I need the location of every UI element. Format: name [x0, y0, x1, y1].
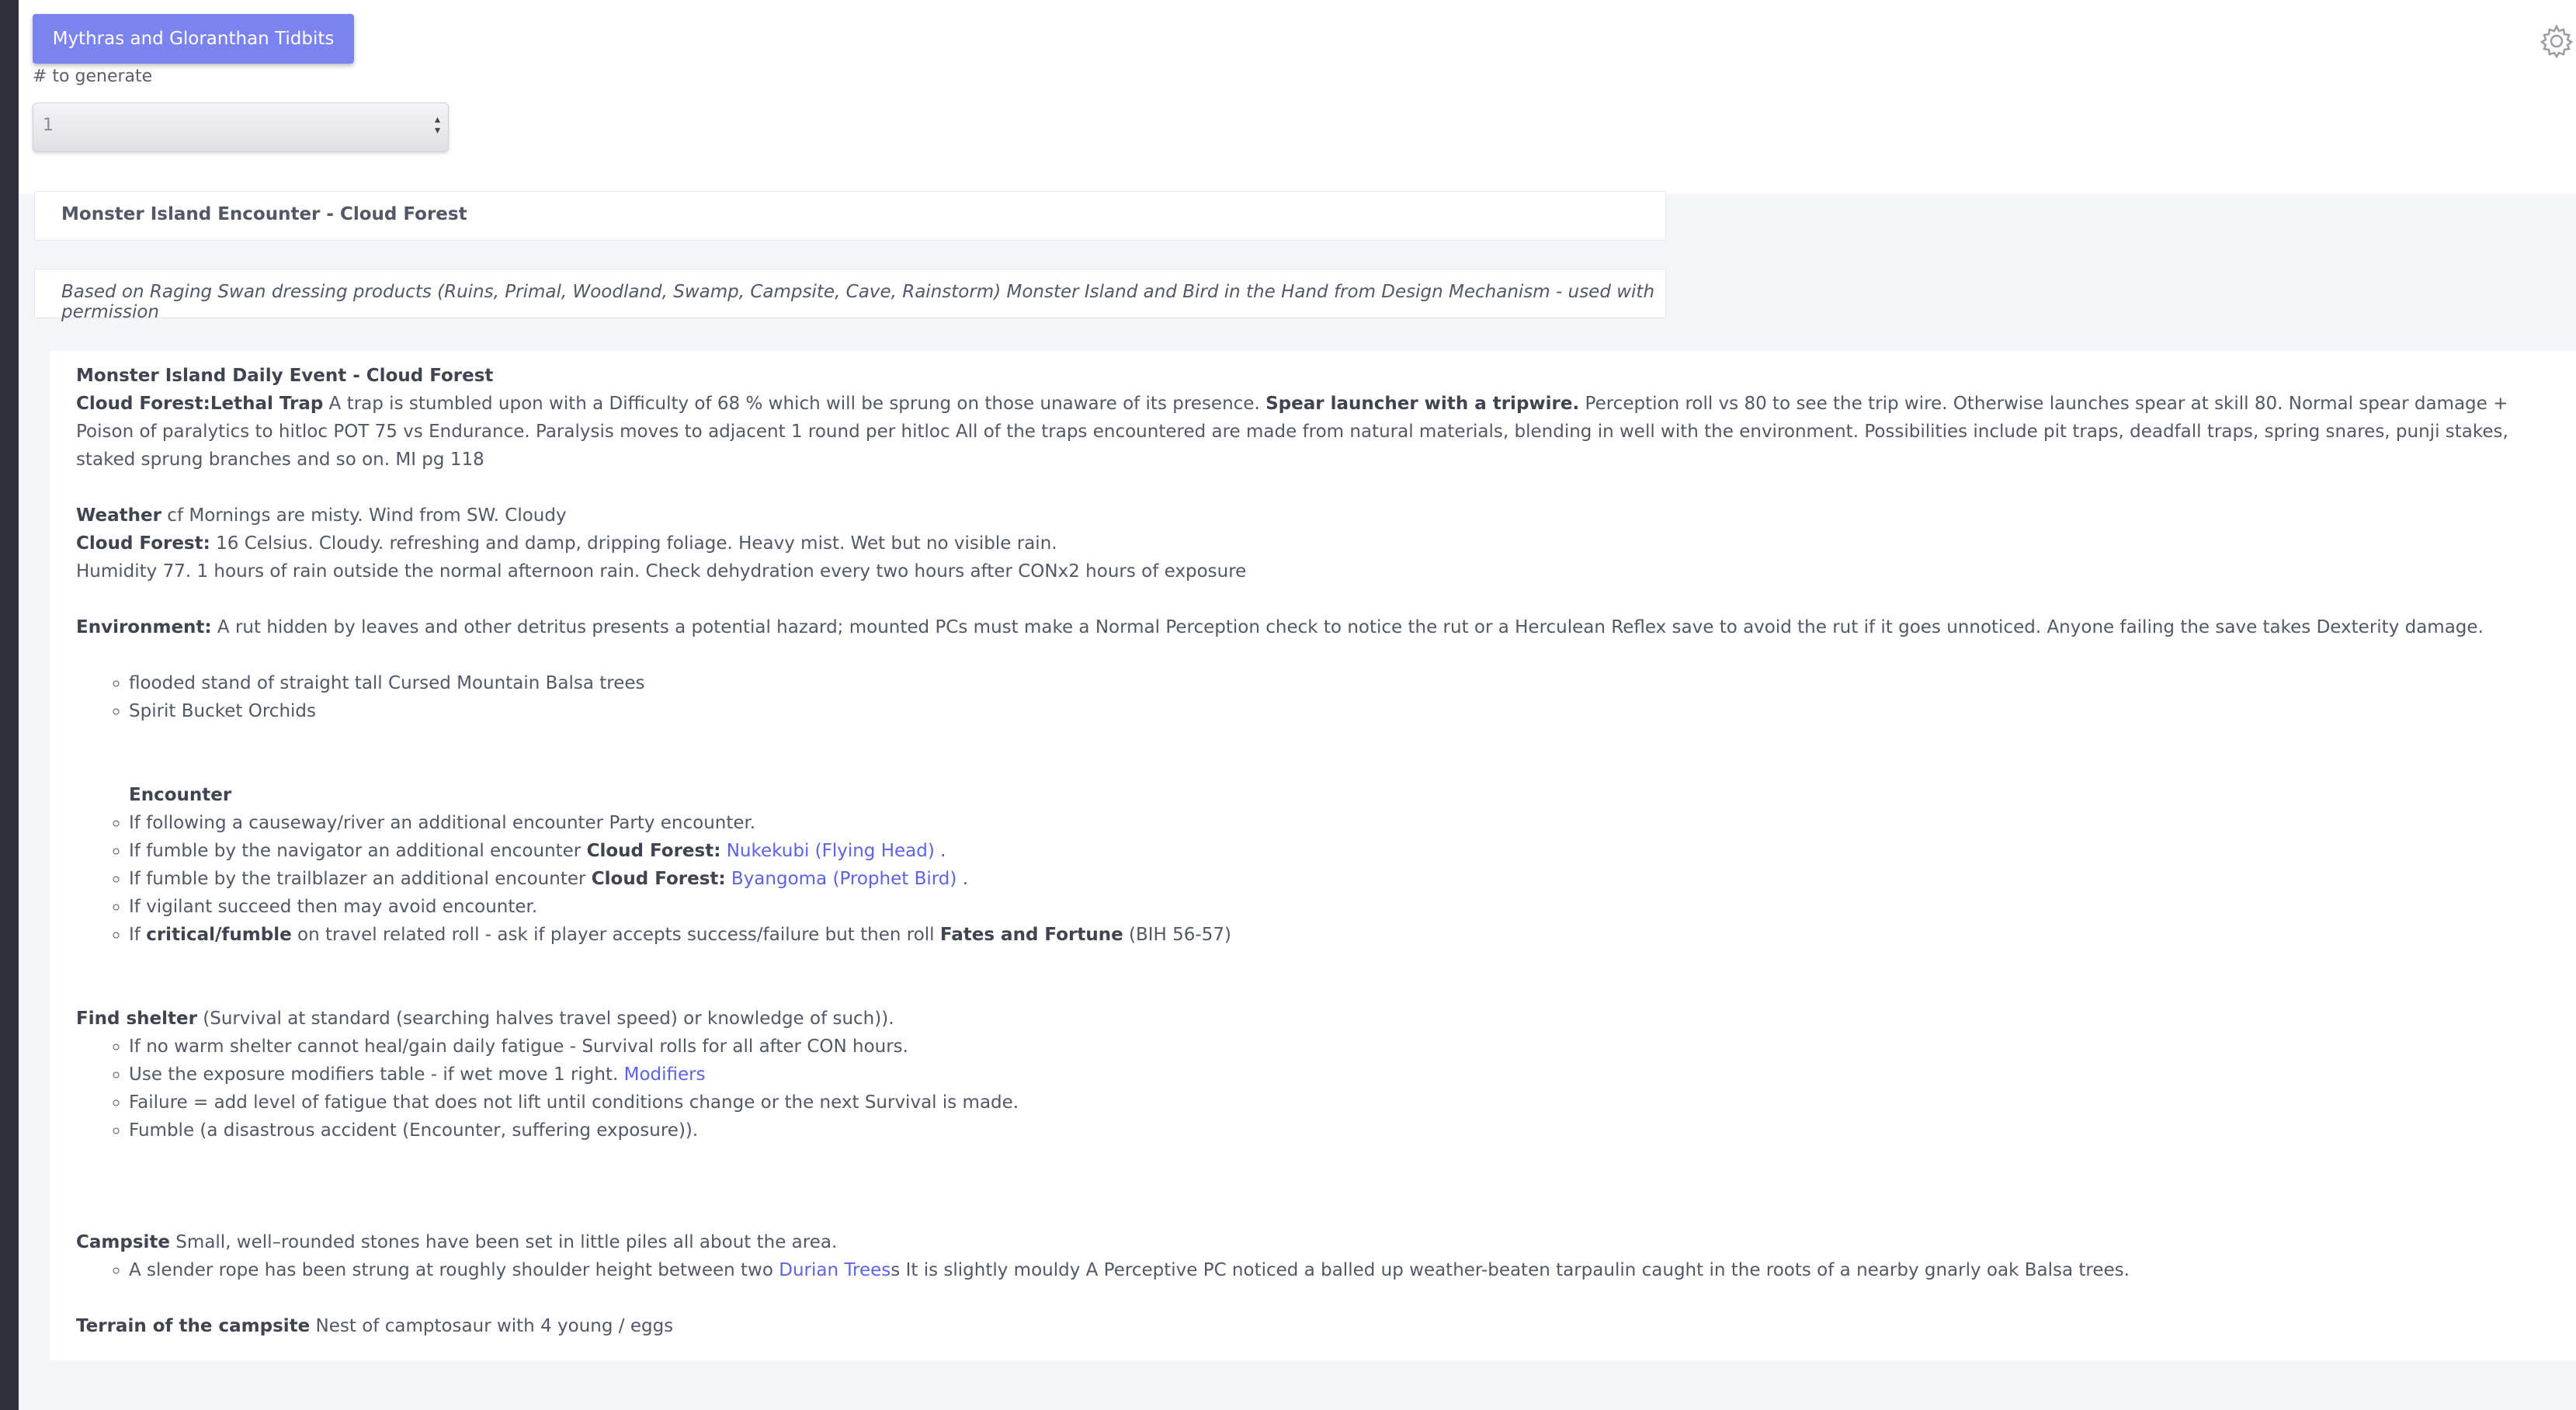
list-item: [129, 1256, 2560, 1284]
humidity-line: Humidity 77. 1 hours of rain outside the normal afternoon rain. Check dehydration every two hours after CONx2 hours of exposure: [76, 561, 1247, 582]
top-panel: [19, 0, 2576, 194]
shelter-label: Find shelter: [76, 1009, 197, 1029]
item-text: .: [956, 869, 969, 889]
encounter-title-card: [34, 191, 1666, 241]
list-item: ◦ If following a causeway/river an additional encounter Party encounter.: [129, 809, 2560, 837]
list-item: [129, 837, 2560, 865]
list-item: ◦ If vigilant succeed then may avoid encounter.: [129, 893, 2560, 921]
cloud-forest-text: 16 Celsius. Cloudy. refreshing and damp, dripping foliage. Heavy mist. Wet but no visible rain.: [210, 533, 1057, 554]
environment-label: Environment:: [76, 617, 212, 637]
list-item: [129, 921, 2560, 949]
result-content: [50, 351, 2576, 1360]
weather-text: cf Mornings are misty. Wind from SW. Cloudy: [161, 505, 567, 526]
item-bold: Fates and Fortune: [939, 925, 1123, 945]
environment-line: [76, 613, 2560, 641]
trap-label: Cloud Forest:Lethal Trap: [76, 394, 324, 414]
encounter-heading: Encounter: [129, 785, 232, 805]
list-item: ◦ flooded stand of straight tall Cursed Mountain Balsa trees: [129, 669, 2560, 697]
terrain-line: [76, 1312, 2560, 1340]
item-text: s It is slightly mouldy A Perceptive PC noticed a balled up weather-beaten tarpaulin caught in the roots of a nearby gnarly oak Balsa trees.: [890, 1260, 2130, 1280]
list-item: ◦ Fumble (a disastrous accident (Encounter, suffering exposure)).: [129, 1117, 2560, 1144]
environment-list: [76, 669, 2560, 725]
gear-icon[interactable]: [2537, 22, 2576, 61]
shelter-list: [76, 1033, 2560, 1144]
terrain-text: Nest of camptosaur with 4 young / eggs: [310, 1316, 674, 1336]
encounter-list: [76, 809, 2560, 949]
item-bold: Cloud Forest:: [591, 869, 726, 889]
modifiers-link[interactable]: Modifiers: [623, 1064, 706, 1085]
item-text: .: [934, 841, 946, 861]
weather-label: Weather: [76, 505, 161, 526]
left-sidebar: [0, 0, 19, 1410]
shelter-text: (Survival at standard (searching halves travel speed) or knowledge of such)).: [196, 1009, 894, 1029]
generate-count-select[interactable]: [33, 102, 449, 152]
campsite-line: [76, 1228, 2560, 1256]
weather-line: [76, 502, 2560, 530]
cloud-forest-label: Cloud Forest:: [76, 533, 210, 554]
daily-event-title: Monster Island Daily Event - Cloud Forest: [76, 366, 494, 386]
terrain-label: Terrain of the campsite: [76, 1316, 311, 1336]
item-text: on travel related roll - ask if player accepts success/failure but then roll: [291, 925, 940, 945]
item-bold: critical/fumble: [146, 925, 292, 945]
durian-trees-link[interactable]: Durian Trees: [779, 1260, 891, 1280]
list-item: [129, 865, 2560, 893]
environment-text: A rut hidden by leaves and other detritus presents a potential hazard; mounted PCs must make a Normal Perception check to notice the rut or a Herculean Reflex save to avoid the rut if it goes unnoticed. Anyone failing the save takes Dexterity damage.: [211, 617, 2484, 637]
list-item: ◦ Spirit Bucket Orchids: [129, 697, 2560, 725]
item-text: (BIH 56-57): [1123, 925, 1231, 945]
byangoma-link[interactable]: Byangoma (Prophet Bird): [731, 869, 957, 889]
campsite-label: Campsite: [76, 1232, 170, 1252]
shelter-line: [76, 1005, 2560, 1033]
item-text: Use the exposure modifiers table - if wet move 1 right.: [129, 1064, 624, 1085]
campsite-list: [76, 1256, 2560, 1284]
generate-count-label: # to generate: [33, 67, 153, 86]
credit-card: [34, 269, 1666, 322]
item-text: If fumble by the navigator an additional encounter: [129, 841, 587, 861]
trap-text: A trap is stumbled upon with a Difficulty of 68 % which will be sprung on those unaware of its presence.: [323, 394, 1266, 414]
trap-paragraph: [76, 390, 2560, 474]
item-text: A slender rope has been strung at roughly shoulder height between two: [129, 1260, 779, 1280]
list-item: [129, 1061, 2560, 1089]
encounter-title: Monster Island Encounter - Cloud Forest: [61, 204, 467, 224]
item-bold: Cloud Forest:: [586, 841, 721, 861]
list-item: ◦ Failure = add level of fatigue that does not lift until conditions change or the next Survival is made.: [129, 1089, 2560, 1117]
trap-type: Spear launcher with a tripwire.: [1265, 394, 1580, 414]
app-title-button[interactable]: Mythras and Gloranthan Tidbits: [33, 14, 354, 64]
list-item: ◦ If no warm shelter cannot heal/gain daily fatigue - Survival rolls for all after CON hours.: [129, 1033, 2560, 1061]
credit-text: Based on Raging Swan dressing products (Ruins, Primal, Woodland, Swamp, Campsite, Cave, Rainstorm) Monster Island and Bird in the Hand from Design Mechanism - used with permission: [61, 282, 1655, 322]
item-text: If fumble by the trailblazer an additional encounter: [129, 869, 592, 889]
item-text: If: [129, 925, 147, 945]
generate-count-value: 1: [43, 116, 54, 135]
nukekubi-link[interactable]: Nukekubi (Flying Head): [726, 841, 935, 861]
cloud-forest-weather: [76, 530, 2560, 557]
select-arrows-icon: ▴ ▾: [434, 113, 440, 137]
trap-details: Perception roll vs 80 to see the trip wire. Otherwise launches spear at skill 80. Normal spear damage + Poison of paralytics to hitloc POT 75 vs Endurance. Paralysis moves to adjacent 1 round per hitloc All of the traps encountered are made from natural materials, blending in well with the environment. Possibilities include pit traps, deadfall traps, spring snares, punji stakes, staked sprung branches and so on. MI pg 118: [76, 394, 2508, 470]
campsite-text: Small, well–rounded stones have been set in little piles all about the area.: [170, 1232, 838, 1252]
